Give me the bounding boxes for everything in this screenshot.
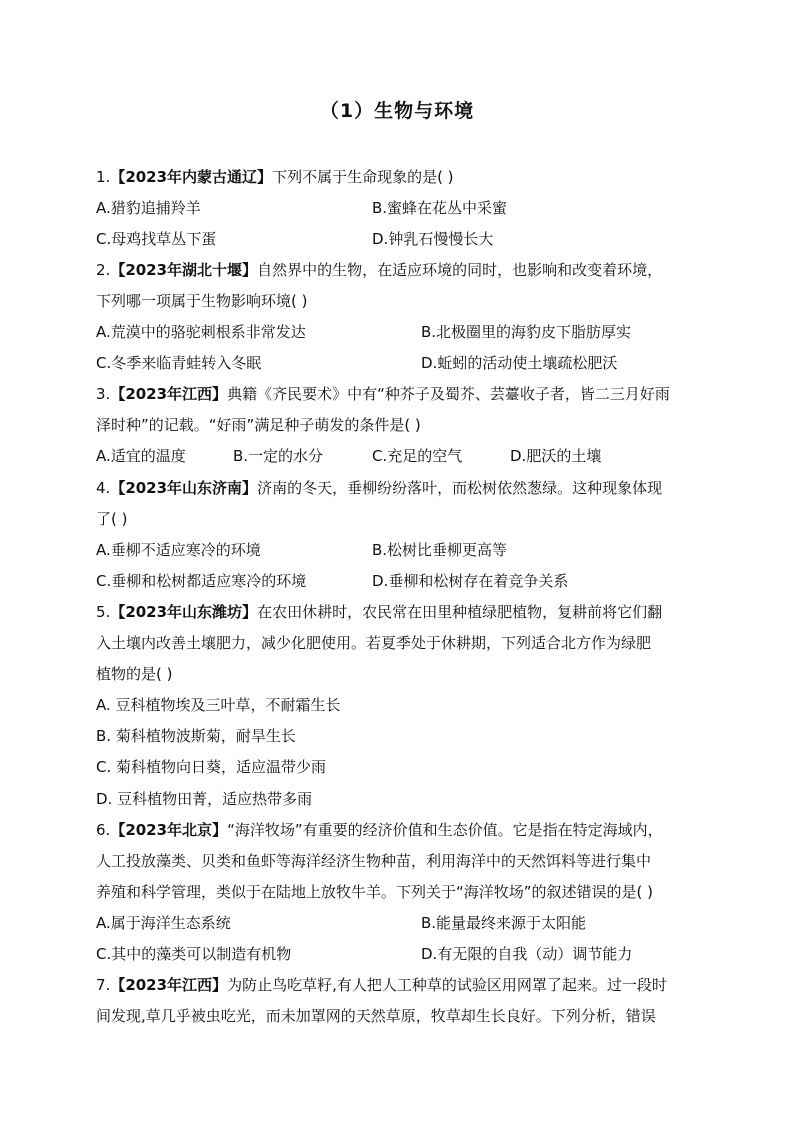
question-source: 【2023年北京】 [110,821,228,839]
question-1-option-a: A.猎豹追捕羚羊 [96,199,201,217]
question-6-text-line-3: 养殖和科学管理，类似于在陆地上放牧牛羊。下列关于“海洋牧场”的叙述错误的是( ) [96,883,654,901]
question-4-option-c: C.垂柳和松树都适应寒冷的环境 [96,572,307,590]
question-6-stem [96,820,663,840]
question-number: 4. [96,479,111,497]
question-source: 【2023年山东济南】 [110,479,258,497]
question-6-option-d: D.有无限的自我（动）调节能力 [421,945,633,963]
question-3-option-a: A.适宜的温度 [96,447,186,465]
question-text: 为防止鸟吃草籽,有人把人工种草的试验区用网罩了起来。过一段时 [227,976,667,994]
question-2-text-line-2: 下列哪一项属于生物影响环境( ) [96,292,308,310]
question-4-option-d: D.垂柳和松树存在着竞争关系 [372,572,569,590]
question-1-option-d: D.钟乳石慢慢长大 [372,230,494,248]
question-3-stem [96,384,670,404]
question-text: 自然界中的生物，在适应环境的同时，也影响和改变着环境， [257,261,663,279]
question-2-option-b: B.北极圈里的海豹皮下脂肪厚实 [421,323,632,341]
question-5-option-a: A. 豆科植物埃及三叶草，不耐霜生长 [96,696,341,714]
question-number: 7. [96,976,111,994]
question-number: 5. [96,603,111,621]
question-5-text-line-2: 入土壤内改善土壤肥力，减少化肥使用。若夏季处于休耕期，下列适合北方作为绿肥 [96,634,652,652]
question-5-option-b: B. 菊科植物波斯菊，耐旱生长 [96,727,296,745]
question-2-option-c: C.冬季来临青蛙转入冬眠 [96,354,262,372]
question-number: 6. [96,821,111,839]
question-source: 【2023年江西】 [110,385,228,403]
question-2-option-a: A.荒漠中的骆驼刺根系非常发达 [96,323,306,341]
question-text: 典籍《齐民要术》中有“种芥子及蜀芥、芸薹收子者，皆二三月好雨 [227,385,670,403]
question-6-text-line-2: 人工投放藻类、贝类和鱼虾等海洋经济生物种苗，利用海洋中的天然饵料等进行集中 [96,852,652,870]
question-6-option-c: C.其中的藻类可以制造有机物 [96,945,292,963]
question-text: 下列不属于生命现象的是( ) [272,168,454,186]
question-5-stem [96,602,662,622]
question-text: 在农田休耕时，农民常在田里种植绿肥植物，复耕前将它们翻 [257,603,663,621]
page-title: （1）生物与环境 [319,100,475,122]
question-1-option-b: B.蜜蜂在花丛中采蜜 [372,199,508,217]
question-4-option-b: B.松树比垂柳更高等 [372,541,508,559]
question-5-text-line-3: 植物的是( ) [96,665,173,683]
question-5-option-c: C. 菊科植物向日葵，适应温带少雨 [96,758,327,776]
question-3-option-c: C.充足的空气 [372,447,463,465]
question-6-option-a: A.属于海洋生态系统 [96,914,231,932]
question-6-option-b: B.能量最终来源于太阳能 [421,914,587,932]
question-source: 【2023年内蒙古通辽】 [110,168,273,186]
question-4-text-line-2: 了( ) [96,510,128,528]
question-4-stem [96,478,662,498]
question-1-stem [96,167,454,187]
question-source: 【2023年湖北十堰】 [110,261,258,279]
question-number: 3. [96,385,111,403]
question-text: 济南的冬天，垂柳纷纷落叶，而松树依然葱绿。这种现象体现 [257,479,663,497]
question-7-text-line-2: 间发现,草几乎被虫吃光，而未加罩网的天然草原，牧草却生长良好。下列分析，错误 [96,1007,656,1025]
question-text: “海洋牧场”有重要的经济价值和生态价值。它是指在特定海域内， [227,821,663,839]
question-4-option-a: A.垂柳不适应寒冷的环境 [96,541,261,559]
question-3-text-line-2: 泽时种”的记载。“好雨”满足种子萌发的条件是( ) [96,416,421,434]
question-source: 【2023年江西】 [110,976,228,994]
question-2-stem [96,260,662,280]
question-number: 1. [96,168,111,186]
question-3-option-b: B.一定的水分 [233,447,324,465]
question-5-option-d: D. 豆科植物田菁，适应热带多雨 [96,790,313,808]
question-2-option-d: D.蚯蚓的活动使土壤疏松肥沃 [421,354,618,372]
question-1-option-c: C.母鸡找草丛下蛋 [96,230,217,248]
question-7-stem [96,975,667,995]
question-source: 【2023年山东潍坊】 [110,603,258,621]
question-3-option-d: D.肥沃的土壤 [510,447,602,465]
question-number: 2. [96,261,111,279]
